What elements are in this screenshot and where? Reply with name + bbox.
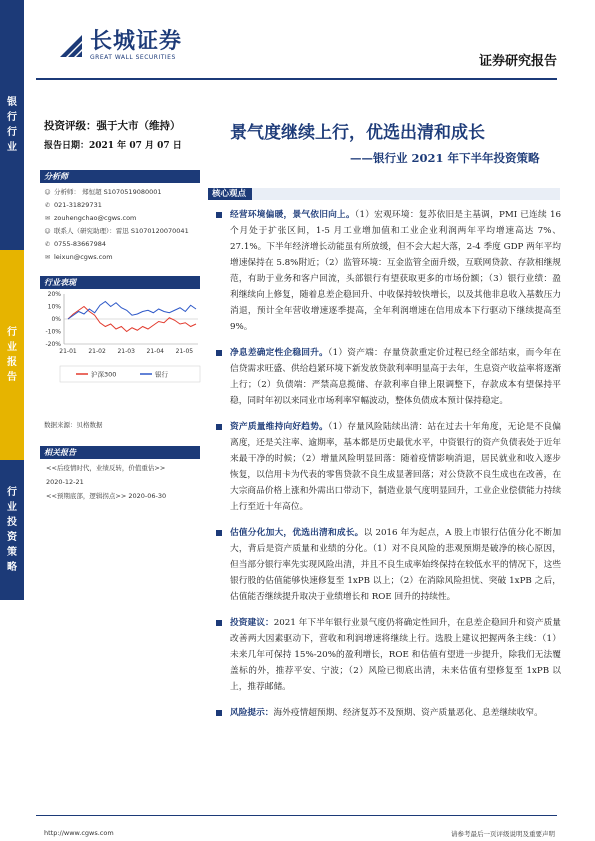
analyst-row-text: 0755-83667984	[54, 240, 106, 248]
y-tick-label: -20%	[45, 341, 61, 348]
side-tab-bank-industry	[0, 0, 24, 250]
footer-disclaimer: 请参考最后一页评级说明及重要声明	[451, 830, 555, 838]
phone-icon: ✆	[44, 241, 51, 248]
analyst-row-text: 分析师： 郑恒超 S1070519080001	[54, 188, 162, 196]
phone-icon: ✆	[44, 202, 51, 209]
analyst-row	[44, 199, 189, 212]
analyst-row	[44, 251, 189, 264]
side-tab-investment-strategy	[0, 460, 24, 600]
side-tab-char: 行	[7, 112, 17, 123]
paragraph-text: 以 2016 年为起点，A 股上市银行估值分化不断加大，背后是资产质量和业绩的分化。（1）对不良风险的悲观预期是破净的核心原因，但当部分银行率先实现风险出清，并且不良生成率始终保持在较低水平的情况下，这些银行股的估值能够快速修复至 1xPB 以上；（2）在消除风险担忧、突破 1xPB 之后，估值能否继续提升取决于业绩增长和 ROE 回升的持续性。	[230, 528, 562, 602]
mail-icon: ✉	[44, 254, 51, 261]
paragraph-text: （1）资产端：存量贷款重定价过程已经全部结束，而今年在信贷需求旺盛、供给趋紧环境下新发放贷款利率明显高于去年，生息资产收益率将逐渐上行；（2）负债端：严禁高息揽储、存款利率自律上限调整下，存款成本有望保持平稳，同时年初以来同业市场利率窄幅波动，整体负债成本预计保持稳定。	[230, 348, 561, 406]
paragraph-text: （1）宏观环境：复苏依旧是主基调，PMI 已连续 16 个月处于扩张区间，1-5 月工业增加值和工业企业利润两年平均增速高达 7%、27.1%。下半年经济增长动能虽有所放缓，但不会大起大落，2-4 季度 GDP 两年平均增速保持在 5.8%附近；（2）监管环境：互金监管全面升级，互联网贷款、存款相继规范，有助于业务和客户回流，头部银行有望获取更多的市场份额；（3）银行业绩：盈利继续向上修复，随着息差企稳回升、中收保持较快增长，以及其他非息收入基数压力消退，预计全年营收增速逐季提高，全年利润增速在信用成本下行驱动下继续提高至 9%。	[230, 210, 561, 332]
paragraph-lead: 风险提示：	[230, 708, 274, 718]
side-tab-char: 银	[7, 97, 17, 108]
logo-chinese-name: 长城证券	[90, 29, 183, 54]
side-tab-char: 略	[7, 562, 17, 573]
logo-english-name: GREAT WALL SECURITIES	[90, 54, 176, 61]
side-tab-char: 告	[7, 372, 17, 383]
person-icon: ☺	[44, 189, 51, 196]
x-tick-label: 21-01	[59, 348, 77, 355]
side-tab-char: 业	[7, 502, 17, 513]
paragraph-text: 2021 年下半年银行业景气度仍将确定性回升，在息差企稳回升和资产质量改善两大因素驱动下，营收和利润增速将继续上行。选股上建议把握两条主线：（1）未来几年可保持 15%-20%的盈利增长，ROE 和估值有望进一步提升，除我们无法覆盖标的外，推荐平安、宁波；（2）风险已彻底出清，未来估值有望修复至 1xPB 以上，推荐邮储。	[230, 618, 561, 692]
side-tab-char: 报	[7, 357, 17, 368]
person-icon: ☺	[44, 228, 51, 235]
side-tab-char: 行	[7, 327, 17, 338]
x-tick-label: 21-02	[88, 348, 106, 355]
paragraph-lead: 投资建议：	[230, 618, 274, 628]
investment-rating: 投资评级：强于大市（维持）	[44, 120, 181, 132]
mail-icon: ✉	[44, 215, 51, 222]
paragraph-lead: 资产质量维持向好趋势。	[230, 422, 329, 432]
related-reports-header: 相关报告	[40, 446, 200, 459]
series-line-bank	[68, 302, 196, 320]
related-report-date: 2020-12-21	[46, 478, 84, 486]
side-tab-char: 投	[7, 517, 17, 528]
paragraph-lead: 经营环境偏暖，景气依旧向上。	[230, 210, 355, 220]
analyst-section-header: 分析师	[40, 170, 200, 183]
footer-divider	[36, 815, 557, 816]
analyst-row	[44, 238, 189, 251]
core-view-paragraph	[216, 345, 561, 409]
great-wall-logo-icon	[58, 31, 84, 61]
analyst-info	[44, 186, 189, 264]
related-reports-list	[46, 461, 166, 503]
data-source: 数据来源：贝格数据	[44, 421, 103, 429]
analyst-row	[44, 212, 189, 225]
paragraph-lead: 估值分化加大，优选出清和成长。	[230, 528, 364, 538]
related-report-title[interactable]: <<后疫情时代，业绩反转，价值重估>>	[46, 464, 166, 472]
footer-url[interactable]: http://www.cgws.com	[44, 829, 114, 837]
analyst-row	[44, 225, 189, 238]
side-tab-char: 业	[7, 342, 17, 353]
side-tab-char: 策	[7, 547, 17, 558]
report-subtitle: ——银行业 2021 年下半年投资策略	[350, 151, 540, 165]
side-tab-char: 业	[7, 142, 17, 153]
industry-performance-chart	[40, 290, 202, 410]
core-views-body	[216, 207, 561, 731]
core-view-paragraph	[216, 419, 561, 515]
company-logo	[58, 30, 182, 61]
related-report-title[interactable]: <<预期底部，逻辑拐点>> 2020-06-30	[46, 492, 167, 500]
paragraph-text: （1）存量风险陆续出清：站在过去十年角度，无论是不良偏离度，还是关注率、逾期率，基本都是历史最优水平，中资银行的资产负债表处于近年来最干净的时候；（2）增量风险明显回落：随着疫情影响消退，居民就业和收入逐步恢复，以信用卡为代表的零售贷款不良生成显著回落；对公贷款不良生成也在改善，在大宗商品价格上涨和外需出口带动下，制造业景气度明显回升，工业企业偿债能力持续上行至近十年高位。	[230, 422, 561, 512]
market-performance-header: 行业表现	[40, 276, 200, 289]
analyst-row-text[interactable]: leixun@cgws.com	[54, 253, 113, 261]
report-type-label: 证券研究报告	[478, 54, 557, 69]
core-views-bar	[208, 188, 560, 200]
analyst-row-text: 021-31829731	[54, 201, 102, 209]
core-view-paragraph	[216, 615, 561, 695]
side-tab-industry-report	[0, 250, 24, 460]
x-tick-label: 21-03	[117, 348, 135, 355]
y-tick-label: 0%	[51, 316, 61, 323]
paragraph-lead: 净息差确定性企稳回升。	[230, 348, 329, 358]
analyst-row	[44, 186, 189, 199]
core-view-paragraph	[216, 705, 561, 721]
header-divider	[36, 78, 557, 80]
report-title: 景气度继续上行，优选出清和成长	[230, 123, 485, 143]
side-tab-char: 行	[7, 127, 17, 138]
x-tick-label: 21-04	[146, 348, 164, 355]
x-tick-label: 21-05	[175, 348, 194, 355]
side-tab-char: 资	[7, 532, 17, 543]
paragraph-text: 海外疫情超预期、经济复苏不及预期、资产质量恶化、息差继续收窄。	[273, 708, 543, 718]
legend-label: 银行	[155, 370, 168, 379]
core-view-paragraph	[216, 525, 561, 605]
side-tab-char: 行	[7, 487, 17, 498]
report-date: 报告日期：2021 年 07 月 07 日	[44, 141, 182, 151]
legend-label: 沪深300	[91, 370, 117, 379]
y-tick-label: -10%	[45, 328, 61, 336]
analyst-row-text[interactable]: zouhengchao@cgws.com	[54, 214, 137, 222]
core-view-paragraph	[216, 207, 561, 335]
y-tick-label: 10%	[47, 303, 61, 311]
analyst-row-text: 联系人（研究助理）：雷迅 S1070120070041	[54, 227, 189, 235]
core-views-label: 核心观点	[208, 188, 252, 200]
y-tick-label: 20%	[47, 291, 61, 298]
